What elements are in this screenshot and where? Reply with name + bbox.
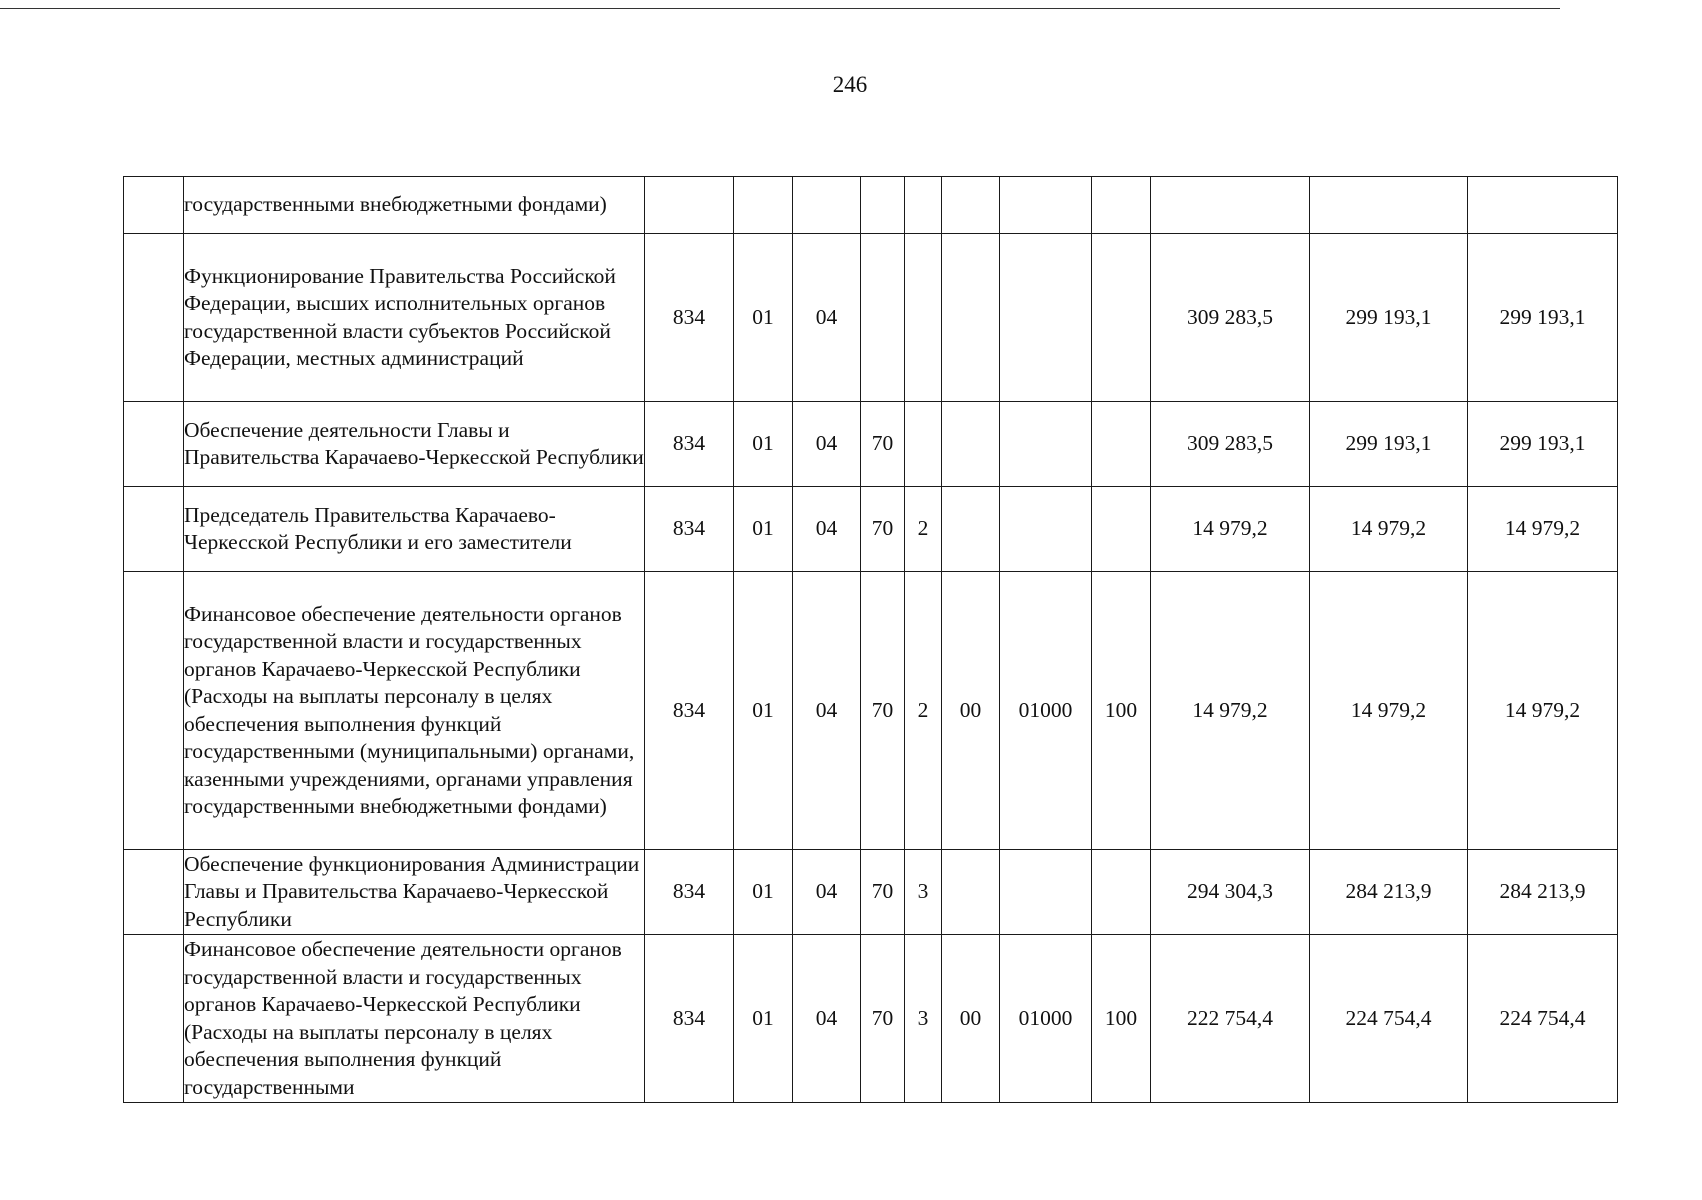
row-number-cell <box>124 850 184 935</box>
name-cell: Финансовое обеспечение деятельности органов государственной власти и государственных органов Карачаево-Черкесской Республики (Расходы на выплаты персоналу в целях обеспечения выполнения функций государственными (муниципальными) органами, казенными учреждениями, органами управления государственными внебюджетными фондами) <box>184 572 645 850</box>
name-cell: Финансовое обеспечение деятельности органов государственной власти и государственных органов Карачаево-Черкесской Республики (Расходы на выплаты персоналу в целях обеспечения выполнения функций государственными <box>184 935 645 1103</box>
sum-year2-cell: 299 193,1 <box>1310 234 1468 402</box>
sum-year2-cell: 224 754,4 <box>1310 935 1468 1103</box>
pr-cell: 04 <box>793 487 861 572</box>
vr-cell: 100 <box>1092 935 1151 1103</box>
csr-direction-cell <box>1000 177 1092 234</box>
table-row <box>124 572 1618 850</box>
csr-main-event-cell: 00 <box>942 572 1000 850</box>
rz-cell <box>734 177 793 234</box>
sum-year3-cell: 284 213,9 <box>1468 850 1618 935</box>
rz-cell: 01 <box>734 850 793 935</box>
name-cell: Функционирование Правительства Российской Федерации, высших исполнительных органов государственной власти субъектов Российской Федерации, местных администраций <box>184 234 645 402</box>
csr-subprogram-cell: 2 <box>905 572 942 850</box>
ved-cell <box>645 177 734 234</box>
table-row <box>124 234 1618 402</box>
table-row <box>124 935 1618 1103</box>
name-cell: государственными внебюджетными фондами) <box>184 177 645 234</box>
rz-cell: 01 <box>734 234 793 402</box>
rz-cell: 01 <box>734 402 793 487</box>
csr-main-event-cell <box>942 402 1000 487</box>
csr-subprogram-cell <box>905 402 942 487</box>
rz-cell: 01 <box>734 935 793 1103</box>
csr-subprogram-cell: 3 <box>905 935 942 1103</box>
name-cell: Обеспечение функционирования Администрации Главы и Правительства Карачаево-Черкесской Республики <box>184 850 645 935</box>
sum-year3-cell: 299 193,1 <box>1468 234 1618 402</box>
csr-direction-cell <box>1000 234 1092 402</box>
sum-year3-cell: 14 979,2 <box>1468 487 1618 572</box>
sum-year1-cell: 309 283,5 <box>1151 234 1310 402</box>
csr-main-event-cell <box>942 487 1000 572</box>
csr-subprogram-cell: 3 <box>905 850 942 935</box>
ved-cell: 834 <box>645 572 734 850</box>
table-row <box>124 177 1618 234</box>
name-cell: Председатель Правительства Карачаево-Черкесской Республики и его заместители <box>184 487 645 572</box>
ved-cell: 834 <box>645 402 734 487</box>
sum-year2-cell: 284 213,9 <box>1310 850 1468 935</box>
sum-year1-cell: 222 754,4 <box>1151 935 1310 1103</box>
sum-year2-cell: 299 193,1 <box>1310 402 1468 487</box>
ved-cell: 834 <box>645 234 734 402</box>
pr-cell: 04 <box>793 572 861 850</box>
rz-cell: 01 <box>734 487 793 572</box>
sum-year2-cell: 14 979,2 <box>1310 572 1468 850</box>
sum-year3-cell: 299 193,1 <box>1468 402 1618 487</box>
csr-program-cell: 70 <box>861 572 905 850</box>
pr-cell: 04 <box>793 935 861 1103</box>
ved-cell: 834 <box>645 935 734 1103</box>
csr-direction-cell <box>1000 487 1092 572</box>
row-number-cell <box>124 177 184 234</box>
vr-cell <box>1092 234 1151 402</box>
csr-subprogram-cell <box>905 177 942 234</box>
sum-year1-cell: 294 304,3 <box>1151 850 1310 935</box>
csr-program-cell: 70 <box>861 487 905 572</box>
vr-cell <box>1092 487 1151 572</box>
csr-program-cell: 70 <box>861 402 905 487</box>
ved-cell: 834 <box>645 487 734 572</box>
csr-direction-cell <box>1000 850 1092 935</box>
sum-year3-cell: 14 979,2 <box>1468 572 1618 850</box>
csr-subprogram-cell <box>905 234 942 402</box>
pr-cell: 04 <box>793 234 861 402</box>
csr-program-cell <box>861 177 905 234</box>
page-number: 246 <box>832 72 868 97</box>
sum-year1-cell: 309 283,5 <box>1151 402 1310 487</box>
table-body <box>124 177 1618 1103</box>
pr-cell: 04 <box>793 402 861 487</box>
sum-year2-cell: 14 979,2 <box>1310 487 1468 572</box>
rz-cell: 01 <box>734 572 793 850</box>
name-cell: Обеспечение деятельности Главы и Правительства Карачаево-Черкесской Республики <box>184 402 645 487</box>
pr-cell: 04 <box>793 850 861 935</box>
vr-cell <box>1092 850 1151 935</box>
sum-year3-cell <box>1468 177 1618 234</box>
budget-table <box>123 176 1618 1103</box>
csr-direction-cell: 01000 <box>1000 572 1092 850</box>
csr-program-cell: 70 <box>861 935 905 1103</box>
row-number-cell <box>124 402 184 487</box>
table-row <box>124 850 1618 935</box>
csr-subprogram-cell: 2 <box>905 487 942 572</box>
vr-cell <box>1092 402 1151 487</box>
csr-main-event-cell <box>942 234 1000 402</box>
csr-main-event-cell: 00 <box>942 935 1000 1103</box>
vr-cell: 100 <box>1092 572 1151 850</box>
row-number-cell <box>124 935 184 1103</box>
sum-year1-cell: 14 979,2 <box>1151 487 1310 572</box>
vr-cell <box>1092 177 1151 234</box>
csr-direction-cell: 01000 <box>1000 935 1092 1103</box>
ved-cell: 834 <box>645 850 734 935</box>
pr-cell <box>793 177 861 234</box>
sum-year1-cell <box>1151 177 1310 234</box>
csr-program-cell <box>861 234 905 402</box>
csr-direction-cell <box>1000 402 1092 487</box>
table-row <box>124 402 1618 487</box>
row-number-cell <box>124 234 184 402</box>
table-row <box>124 487 1618 572</box>
csr-program-cell: 70 <box>861 850 905 935</box>
top-rule <box>0 8 1560 9</box>
csr-main-event-cell <box>942 850 1000 935</box>
row-number-cell <box>124 487 184 572</box>
sum-year3-cell: 224 754,4 <box>1468 935 1618 1103</box>
csr-main-event-cell <box>942 177 1000 234</box>
sum-year1-cell: 14 979,2 <box>1151 572 1310 850</box>
row-number-cell <box>124 572 184 850</box>
sum-year2-cell <box>1310 177 1468 234</box>
